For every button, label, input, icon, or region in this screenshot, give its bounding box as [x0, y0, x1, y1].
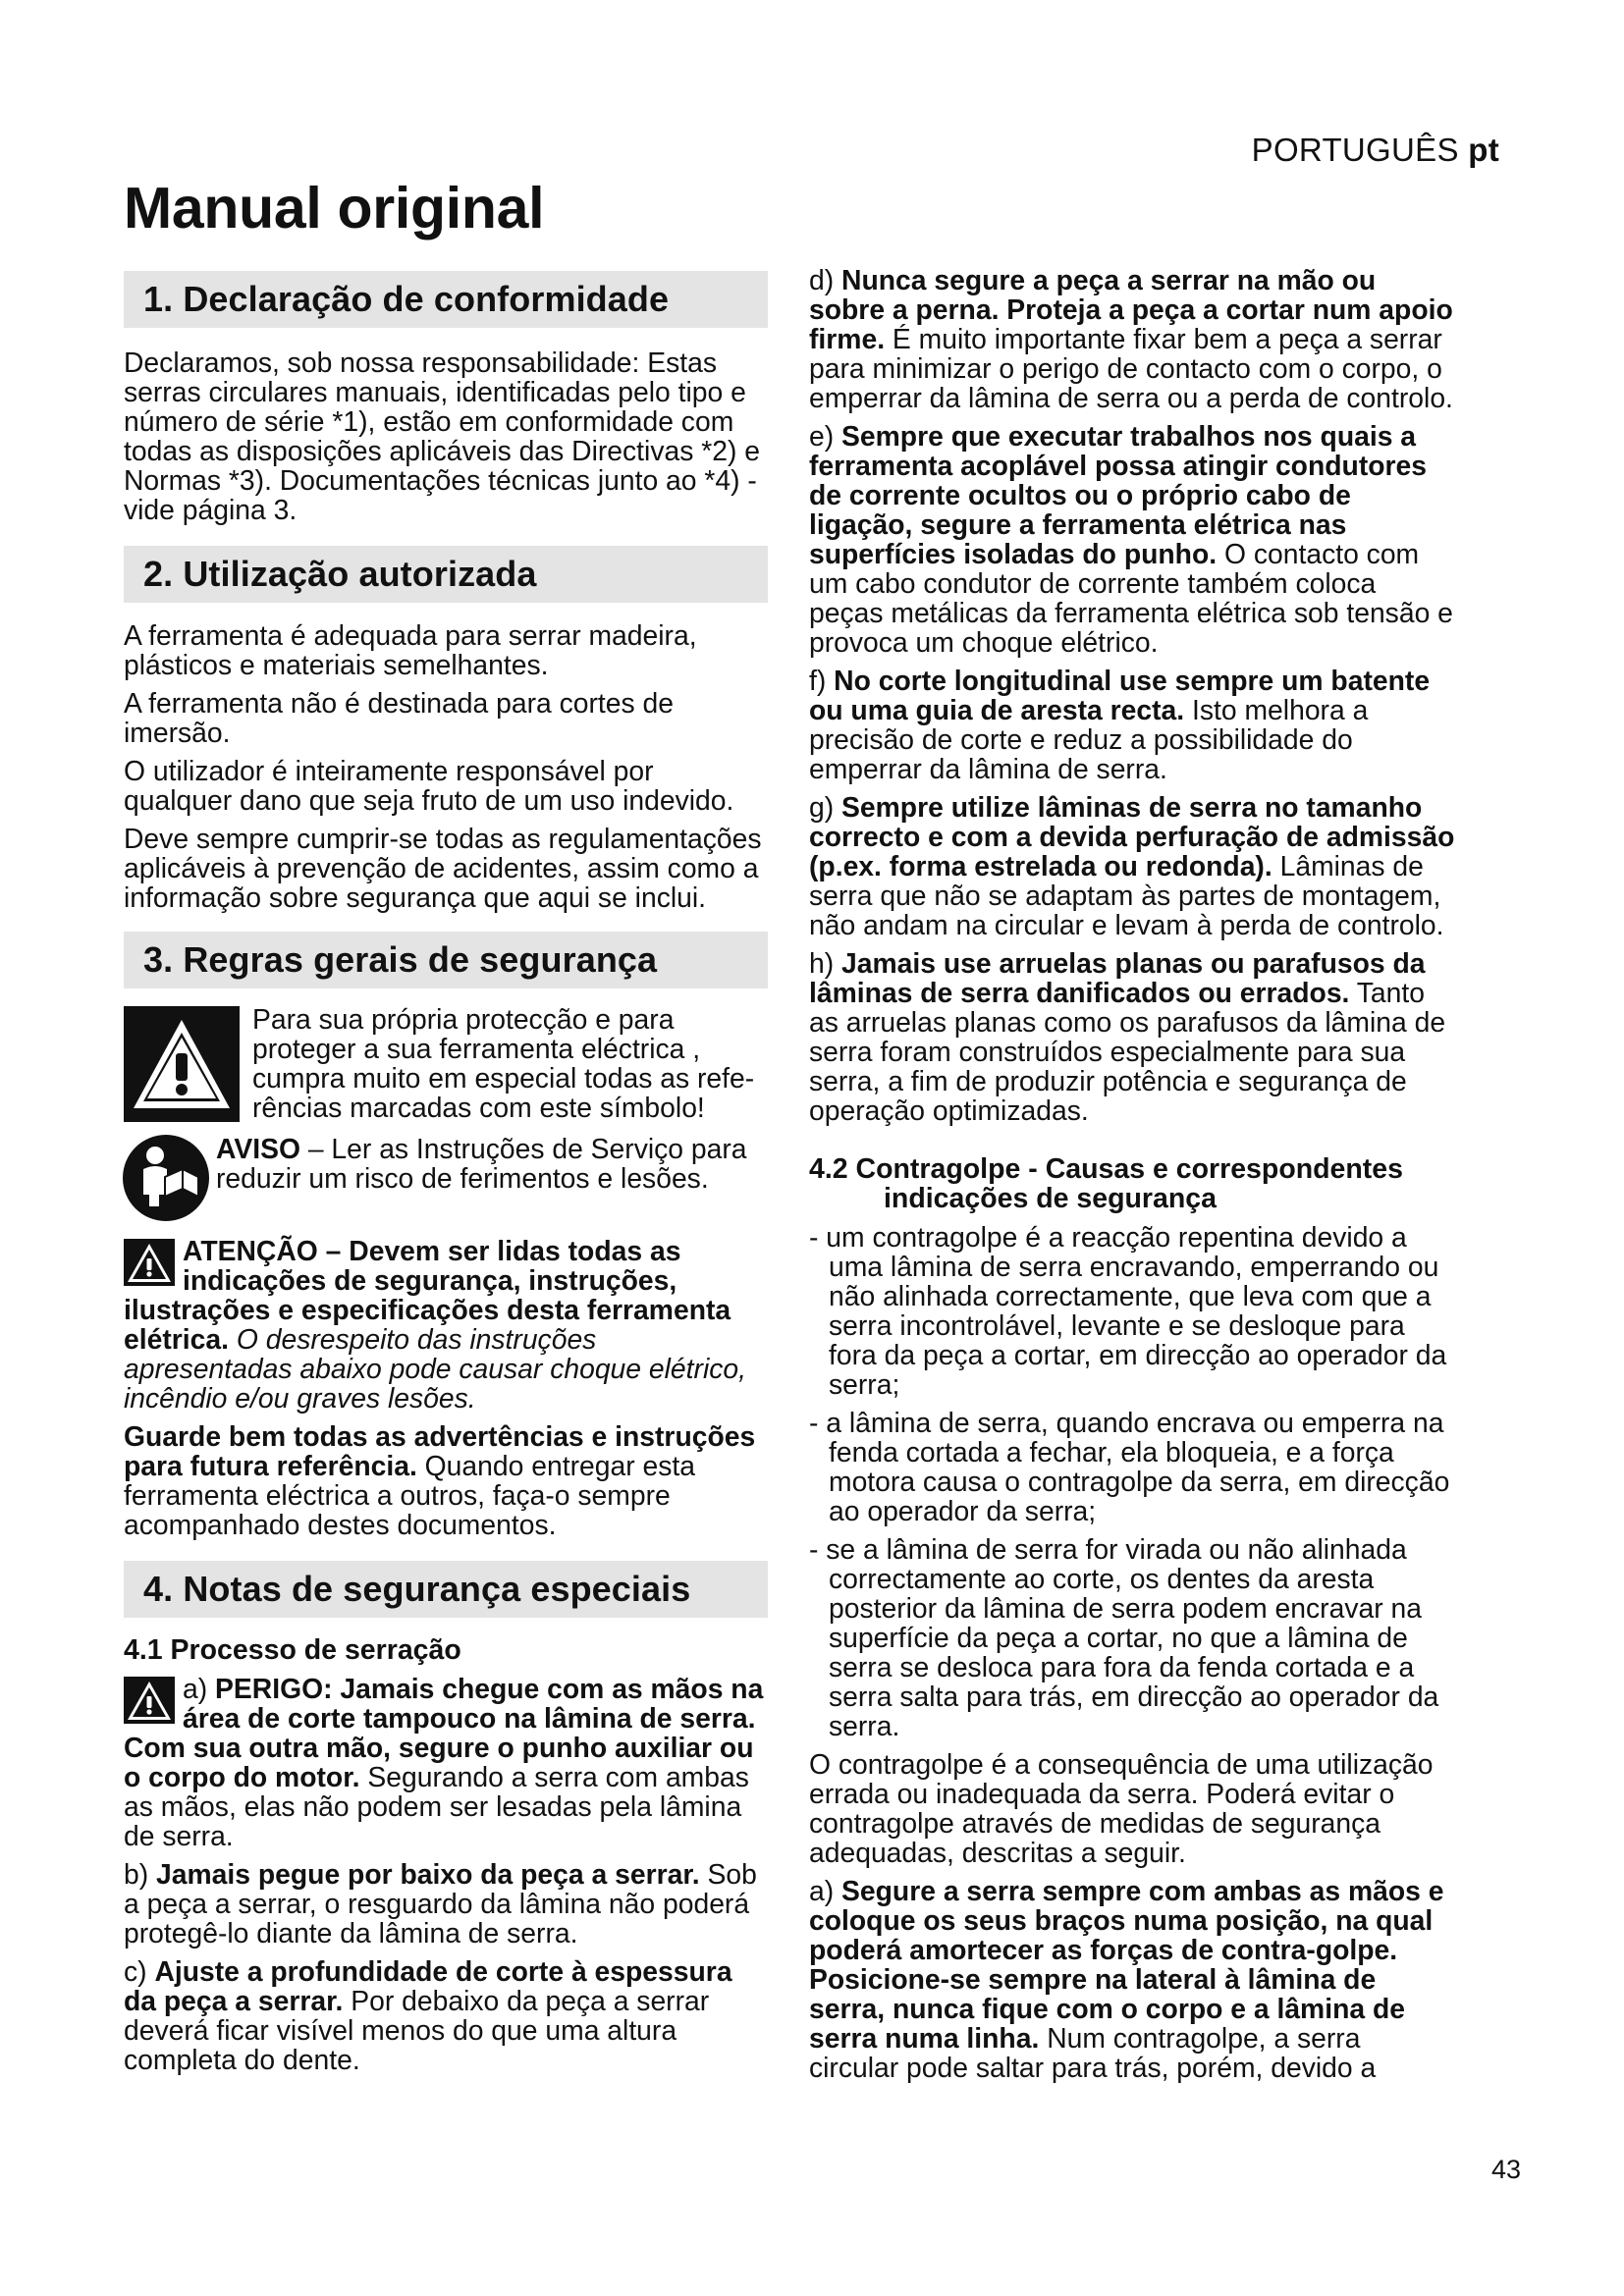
page-number: 43: [1490, 2155, 1521, 2184]
item-bold: No corte longitudinal use sempre um batente ou uma guia de aresta recta.: [809, 665, 1431, 725]
kickback-bullet: - a lâmina de serra, quando encrava ou emperra na fenda cortada a fechar, ela bloqueia, e a força motora causa o contragolpe da serra, em direcção ao operador da serra;: [809, 1407, 1450, 1526]
atencao-paragraph: [124, 1236, 768, 1413]
usage-paragraph: Deve sempre cumprir-se todas as regulamentações aplicáveis à prevenção de acidentes, assim como a informação sobre segurança que aqui se inclui.: [124, 823, 762, 913]
item-text: Sob a peça a serrar, o resguardo da lâmina não poderá protegê-lo diante da lâmina de serra.: [124, 1858, 757, 1949]
item-h: [809, 948, 1457, 1125]
subsection-heading-line: indicações de segurança: [884, 1183, 1217, 1214]
item-text: Tanto as arruelas planas como os parafusos da lâmina de serra foram construídos especialmente para sua serra, a fim de produzir potência e segurança de operação optimizadas.: [809, 977, 1446, 1126]
subsection-heading-4-1: 4.1 Processo de serração: [124, 1634, 461, 1666]
subsection-heading-4-2: [809, 1154, 1457, 1213]
aviso-label: AVISO: [216, 1133, 300, 1164]
guarde-bold: Guarde bem todas as advertências e instruções para futura referência.: [124, 1420, 756, 1481]
symbol-explanation: Para sua própria protecção e para proteger a sua ferramenta eléctrica , cumpra muito em especial todas as refe-rências marcadas com este símbolo!: [252, 1003, 755, 1123]
item-text: Lâminas de serra que não se adaptam às partes de montagem, não andam na circular e levam à perda de controlo.: [809, 850, 1444, 940]
aviso-block: [124, 1134, 768, 1222]
warning-symbol-block: [124, 1004, 768, 1122]
declaration-text: Declaramos, sob nossa responsabilidade: Estas serras circulares manuais, identificadas pelo tipo e número de série *1), estão em conformidade com todas as disposições aplicáveis das Directivas *2) e Normas *3). Documentações técnicas junto ao *4) - vide página 3.: [124, 347, 760, 525]
item-bold: Jamais pegue por baixo da peça a serrar.: [156, 1858, 700, 1890]
guarde-paragraph: [124, 1421, 768, 1539]
right-column: [809, 265, 1457, 2091]
item-prefix: b): [124, 1858, 157, 1890]
item-bold: Jamais use arruelas planas ou parafusos da lâminas de serra danificados ou errados.: [809, 947, 1426, 1008]
item-prefix: f): [809, 665, 835, 696]
item-e: [809, 421, 1457, 657]
item-text: Por debaixo da peça a serrar deverá ficar visível menos do que uma altura completa do dente.: [124, 1985, 710, 2075]
section-heading-2: 2. Utilização autorizada: [124, 546, 768, 603]
item-prefix: a): [183, 1673, 216, 1704]
item-d: [809, 265, 1457, 412]
atencao-bold: ATENÇÃO – Devem ser lidas todas as indicações de segurança, instruções, ilustrações e especificações desta ferramenta elétrica.: [124, 1235, 731, 1355]
left-column: [124, 271, 768, 2083]
item-b: [124, 1859, 768, 1948]
item-bold: Sempre utilize lâminas de serra no tamanho correcto e com a devida perfuração de admissão (p.ex. forma estrelada ou redonda).: [809, 791, 1455, 881]
item-bold: PERIGO: Jamais chegue com as mãos na área de corte tampouco na lâmina de serra. Com sua outra mão, segure o punho auxiliar ou o corpo do motor.: [124, 1673, 764, 1792]
atencao-italic: O desrespeito das instruções apresentadas abaixo pode causar choque elétrico, incêndio e/ou graves lesões.: [124, 1323, 746, 1414]
item-bold: Nunca segure a peça a serrar na mão ou sobre a perna. Proteja a peça a cortar num apoio firme.: [809, 264, 1453, 354]
item-prefix: g): [809, 791, 842, 823]
item-bold: Segure a serra sempre com ambas as mãos e coloque os seus braços numa posição, na qual poderá amortecer as forças de contra-golpe. Posicione-se sempre na lateral à lâmina de serra, nunca fique com o corpo e a lâmina de serra numa linha.: [809, 1875, 1444, 2054]
warning-icon: [124, 1239, 175, 1286]
item-prefix: e): [809, 420, 842, 452]
guarde-text: Quando entregar esta ferramenta eléctrica a outros, faça-o sempre acompanhado destes documentos.: [124, 1450, 695, 1540]
kickback-bullet: - se a lâmina de serra for virada ou não alinhada correctamente ao corte, os dentes da aresta posterior da lâmina de serra podem encravar na superfície da peça a cortar, no que a lâmina de serra se desloca para fora da fenda cortada e a serra salta para trás, em direcção ao operador da serra.: [809, 1533, 1439, 1741]
language-code: pt: [1468, 132, 1499, 168]
kickback-bullet: - um contragolpe é a reacção repentina devido a uma lâmina de serra encravando, emperrando ou não alinhada correctamente, que leva com que a serra incontrolável, levante e se desloque para fora da peça a cortar, em direcção ao operador da serra;: [809, 1221, 1447, 1400]
language-name: PORTUGUÊS: [1251, 132, 1459, 168]
read-manual-icon: [122, 1134, 210, 1222]
item-c: [124, 1956, 768, 2074]
item-bold: Ajuste a profundidade de corte à espessura da peça a serrar.: [124, 1955, 732, 2016]
item-prefix: d): [809, 264, 842, 295]
usage-paragraph: A ferramenta não é destinada para cortes de imersão.: [124, 687, 675, 748]
subsection-heading-line: 4.2 Contragolpe - Causas e correspondentes: [809, 1153, 1403, 1185]
item-prefix: h): [809, 947, 842, 979]
usage-paragraph: O utilizador é inteiramente responsável por qualquer dano que seja fruto de um uso indevido.: [124, 755, 734, 816]
section-heading-3: 3. Regras gerais de segurança: [124, 932, 768, 988]
item-prefix: a): [809, 1875, 842, 1906]
kickback-item-a: [809, 1876, 1457, 2082]
item-f: [809, 666, 1457, 783]
item-text: É muito importante fixar bem a peça a serrar para minimizar o perigo de contacto com o corpo, o emperrar da lâmina de serra ou a perda de controlo.: [809, 323, 1453, 413]
item-text: Segurando a serra com ambas as mãos, elas não podem ser lesadas pela lâmina de serra.: [124, 1761, 749, 1851]
page-title: Manual original: [124, 176, 545, 240]
kickback-explanation: O contragolpe é a consequência de uma utilização errada ou inadequada da serra. Poderá evitar o contragolpe através de medidas de segurança adequadas, descritas a seguir.: [809, 1748, 1434, 1868]
item-text: Num contragolpe, a serra circular pode saltar para trás, porém, devido a: [809, 2022, 1377, 2083]
item-a: [124, 1674, 768, 1850]
item-text: O contacto com um cabo condutor de corrente também coloca peças metálicas da ferramenta elétrica sob tensão e provoca um choque elétrico.: [809, 538, 1453, 658]
item-prefix: c): [124, 1955, 155, 1987]
language-label: [1252, 132, 1499, 169]
aviso-text: – Ler as Instruções de Serviço para reduzir um risco de ferimentos e lesões.: [216, 1133, 747, 1194]
warning-triangle-icon: [124, 1006, 240, 1122]
section-heading-4: 4. Notas de segurança especiais: [124, 1561, 768, 1618]
item-text: Isto melhora a precisão de corte e reduz a possibilidade do emperrar da lâmina de serra.: [809, 694, 1369, 784]
item-bold: Sempre que executar trabalhos nos quais a ferramenta acoplável possa atingir condutores de corrente ocultos ou o próprio cabo de ligação, segure a ferramenta elétrica nas superfícies isoladas do punho.: [809, 420, 1428, 569]
usage-paragraph: A ferramenta é adequada para serrar madeira, plásticos e materiais semelhantes.: [124, 619, 697, 680]
item-g: [809, 792, 1457, 939]
section-heading-1: 1. Declaração de conformidade: [124, 271, 768, 328]
warning-icon: [124, 1677, 175, 1724]
